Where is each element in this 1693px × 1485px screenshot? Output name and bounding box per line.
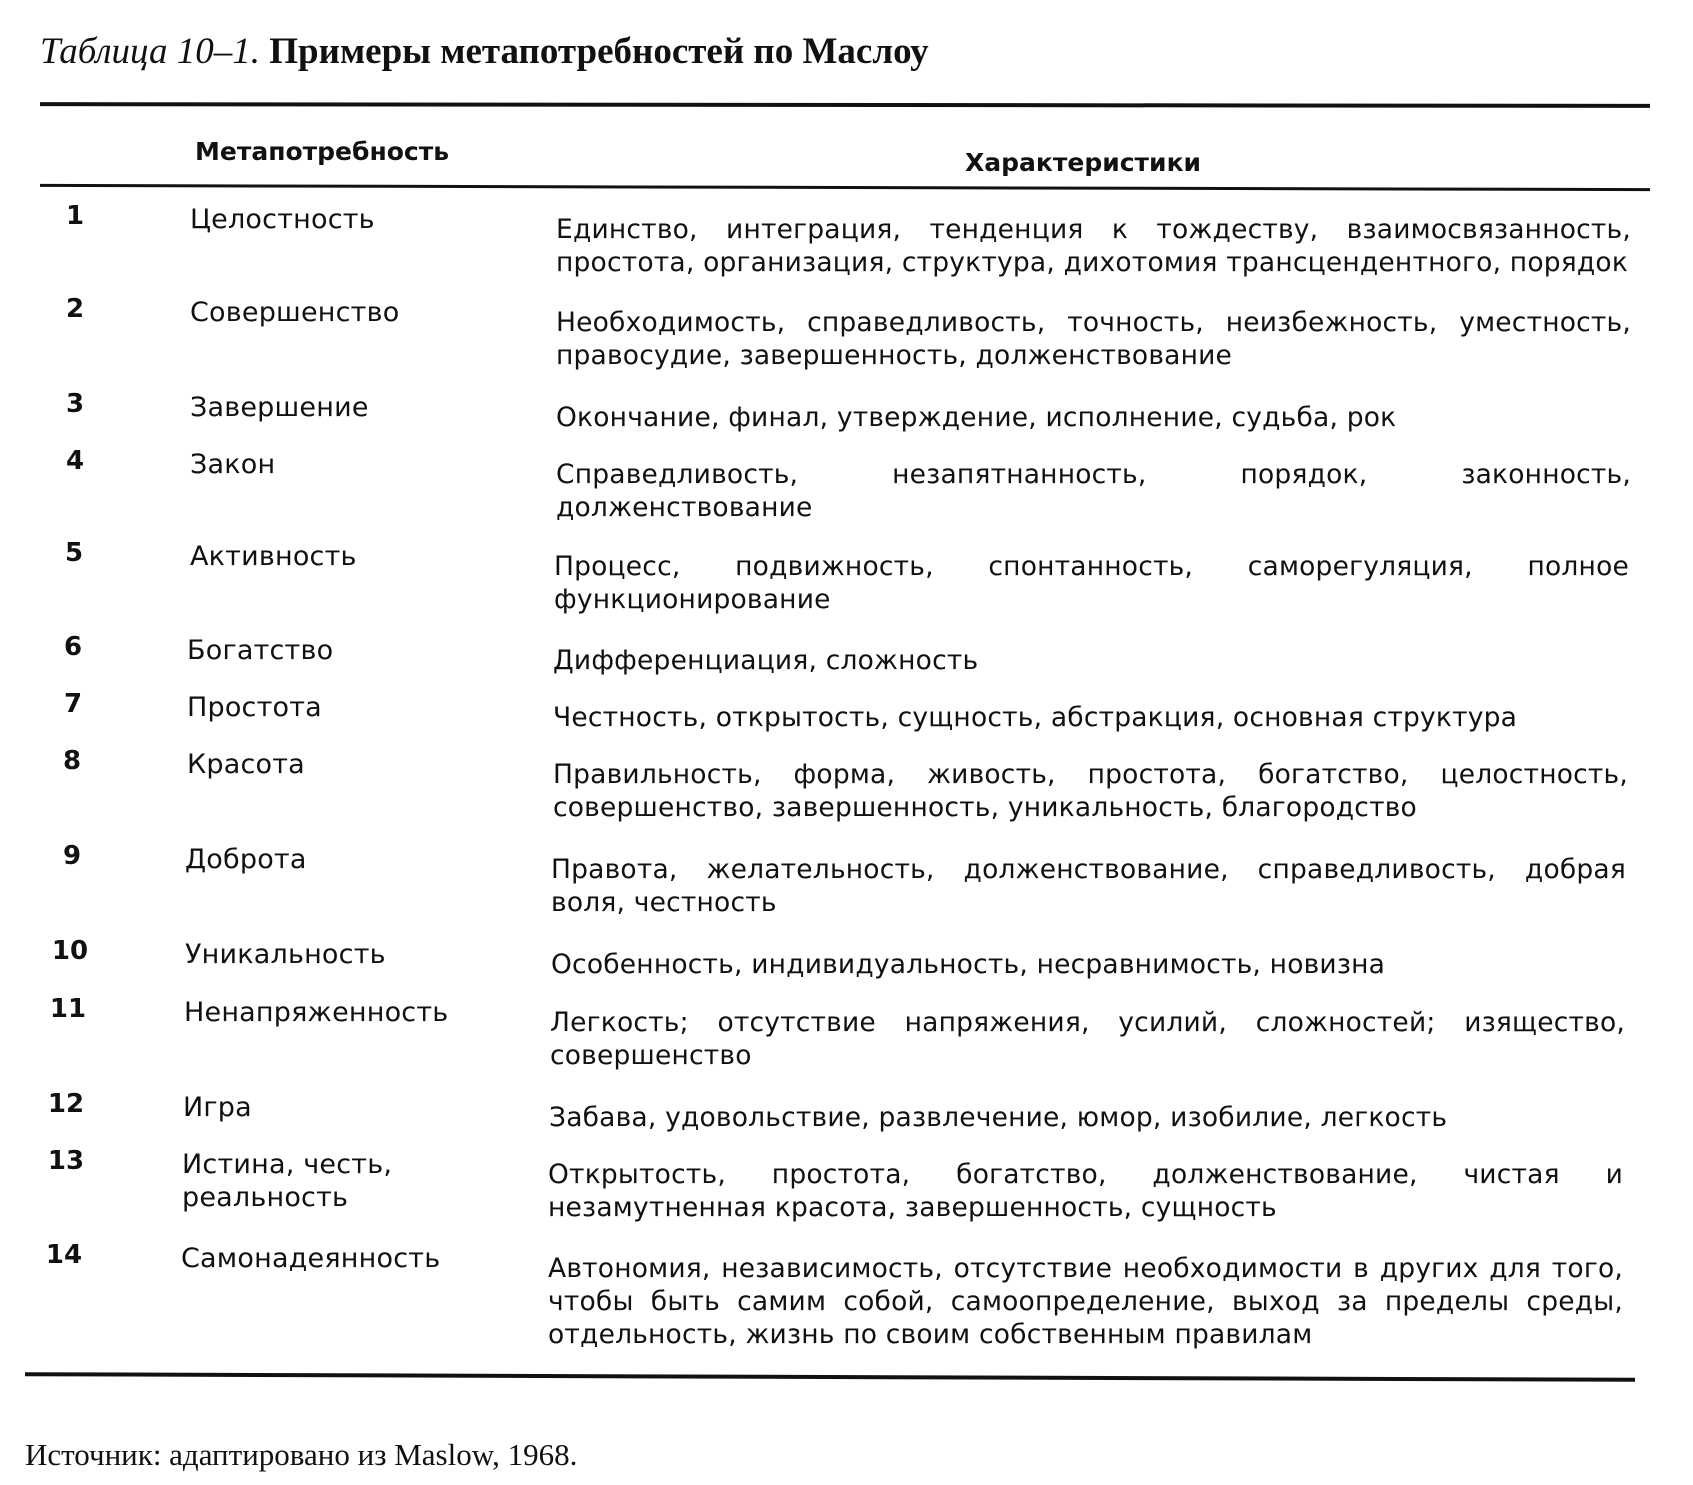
- row-metaneed: Активность: [190, 541, 357, 572]
- row-metaneed: Богатство: [187, 635, 334, 666]
- row-characteristics: Окончание, финал, утверждение, исполнение, судьба, рок: [556, 402, 1397, 433]
- row-metaneed: Уникальность: [185, 939, 386, 970]
- row-characteristics: Правота, желательность, долженствование, справедливость, добрая воля, честность: [551, 854, 1626, 918]
- header-characteristics: Характеристики: [965, 148, 1202, 177]
- row-characteristics: Справедливость, незапятнанность, порядок, законность, долженствование: [556, 459, 1631, 523]
- row-number: 3: [65, 389, 85, 419]
- row-number: 10: [51, 936, 89, 966]
- row-characteristics: Необходимость, справедливость, точность, неизбежность, уместность, правосудие, завершенность, долженствование: [556, 307, 1631, 371]
- row-number: 2: [65, 294, 85, 324]
- row-metaneed: Закон: [190, 449, 276, 480]
- row-number: 14: [45, 1240, 83, 1270]
- row-characteristics: Легкость; отсутствие напряжения, усилий, сложностей; изящество, совершенство: [550, 1007, 1625, 1071]
- row-characteristics: Забава, удовольствие, развлечение, юмор, изобилие, легкость: [549, 1102, 1448, 1133]
- row-metaneed: Простота: [187, 692, 322, 723]
- row-number: 13: [47, 1146, 85, 1176]
- row-characteristics: Особенность, индивидуальность, несравнимость, новизна: [551, 949, 1386, 980]
- header-metaneed: Метапотребность: [195, 137, 450, 166]
- row-metaneed: Ненапряженность: [184, 997, 449, 1028]
- row-metaneed: Истина, честь, реальность: [182, 1149, 393, 1213]
- row-characteristics: Открытость, простота, богатство, долженствование, чистая и незамутненная красота, завершенность, сущность: [548, 1159, 1623, 1223]
- row-characteristics: Автономия, независимость, отсутствие необходимости в других для того, чтобы быть самим собой, самоопределение, выход за пределы среды, отдельность, жизнь по своим собственным правилам: [548, 1253, 1623, 1350]
- table-number-label: Таблица 10–1.: [40, 31, 261, 72]
- row-number: 8: [62, 746, 82, 776]
- row-metaneed: Завершение: [190, 392, 369, 423]
- row-metaneed: Самонадеянность: [181, 1243, 441, 1274]
- row-number: 12: [47, 1089, 85, 1119]
- row-metaneed: Целостность: [190, 204, 375, 235]
- row-number: 6: [63, 632, 83, 662]
- source-note: Источник: адаптировано из Maslow, 1968.: [25, 1437, 578, 1472]
- row-metaneed: Красота: [187, 749, 305, 780]
- row-metaneed: Доброта: [185, 844, 307, 875]
- row-characteristics: Честность, открытость, сущность, абстракция, основная структура: [553, 702, 1518, 733]
- row-characteristics: Правильность, форма, живость, простота, богатство, целостность, совершенство, завершенность, уникальность, благородство: [553, 759, 1628, 823]
- row-metaneed: Совершенство: [190, 297, 400, 328]
- table-title-text: Примеры метапотребностей по Маслоу: [269, 31, 929, 72]
- row-characteristics: Единство, интеграция, тенденция к тождеству, взаимосвязанность, простота, организация, структура, дихотомия трансцендентного, порядок: [556, 214, 1631, 278]
- row-number: 7: [63, 689, 83, 719]
- row-number: 11: [49, 994, 87, 1024]
- row-characteristics: Дифференциация, сложность: [553, 645, 979, 676]
- row-metaneed: Игра: [183, 1092, 252, 1123]
- row-number: 5: [64, 538, 84, 568]
- row-characteristics: Процесс, подвижность, спонтанность, саморегуляция, полное функционирование: [554, 551, 1629, 615]
- row-number: 1: [65, 201, 85, 231]
- row-number: 4: [65, 446, 85, 476]
- row-number: 9: [62, 841, 82, 871]
